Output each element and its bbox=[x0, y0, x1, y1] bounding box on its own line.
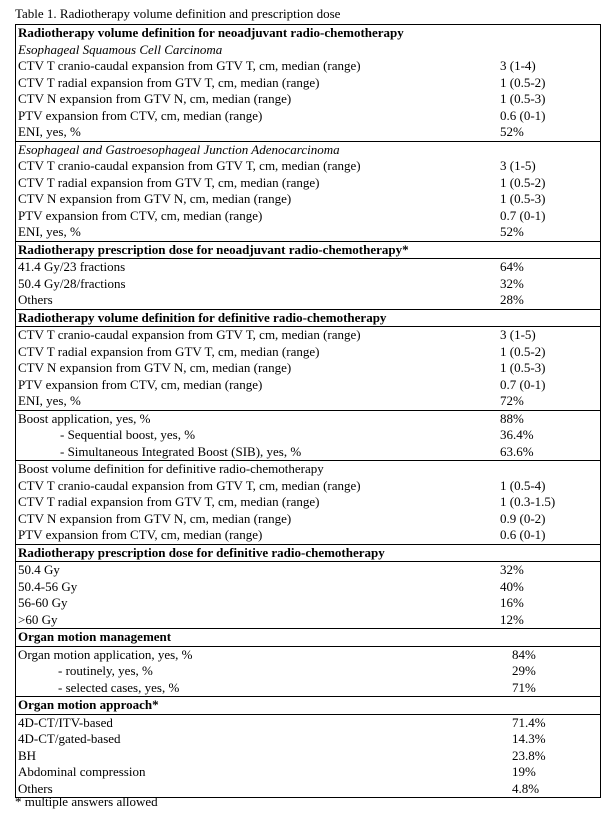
table-row bbox=[16, 411, 600, 428]
row-value: 1 (0.3-1.5) bbox=[500, 494, 556, 509]
row-value: 84% bbox=[512, 646, 536, 662]
row-value bbox=[500, 545, 600, 562]
table-row bbox=[16, 595, 600, 612]
row-value: 0.6 (0-1) bbox=[500, 107, 546, 123]
radiotherapy-table bbox=[15, 24, 601, 798]
table-section bbox=[16, 628, 600, 646]
row-value: 72% bbox=[500, 393, 524, 408]
table-row bbox=[16, 444, 600, 461]
row-value: 52% bbox=[500, 224, 524, 239]
table-row bbox=[16, 208, 600, 225]
row-label: 50.4 Gy bbox=[18, 562, 60, 577]
row-value: 23.8% bbox=[512, 747, 546, 763]
table-row bbox=[16, 175, 600, 192]
row-label: 50.4-56 Gy bbox=[18, 578, 78, 594]
row-label: Organ motion approach* bbox=[18, 697, 159, 712]
table-row bbox=[16, 191, 600, 208]
row-label: PTV expansion from CTV, cm, median (range) bbox=[18, 207, 263, 223]
row-value bbox=[500, 697, 600, 714]
row-label: Esophageal and Gastroesophageal Junction Adenocarcinoma bbox=[18, 141, 340, 157]
row-label: CTV T cranio-caudal expansion from GTV T, cm, median (range) bbox=[18, 158, 361, 173]
row-value: 16% bbox=[500, 595, 524, 610]
table-row bbox=[16, 327, 600, 344]
table-row bbox=[16, 124, 600, 141]
row-label: ENI, yes, % bbox=[18, 224, 81, 239]
row-value: 1 (0.5-3) bbox=[500, 191, 546, 206]
table-section bbox=[16, 326, 600, 410]
table-section bbox=[16, 410, 600, 461]
table-section bbox=[16, 714, 600, 798]
row-label: CTV T cranio-caudal expansion from GTV T, cm, median (range) bbox=[18, 327, 361, 342]
row-label: Boost volume definition for definitive radio-chemotherapy bbox=[18, 461, 324, 476]
table-row bbox=[16, 562, 600, 579]
row-value: 1 (0.5-2) bbox=[500, 74, 546, 90]
table-row bbox=[16, 42, 600, 59]
row-value: 19% bbox=[512, 764, 536, 779]
row-value: 71% bbox=[512, 679, 536, 695]
row-label: 56-60 Gy bbox=[18, 595, 68, 610]
row-label: - routinely, yes, % bbox=[58, 663, 153, 678]
table-row bbox=[16, 748, 600, 765]
row-label: Organ motion application, yes, % bbox=[18, 646, 193, 662]
row-value: 36.4% bbox=[500, 427, 534, 442]
table-row bbox=[16, 663, 600, 680]
row-value bbox=[500, 629, 600, 646]
row-label: Boost application, yes, % bbox=[18, 410, 151, 426]
row-label: CTV T radial expansion from GTV T, cm, median (range) bbox=[18, 74, 320, 90]
table-section bbox=[16, 309, 600, 327]
table-row bbox=[16, 344, 600, 361]
row-value: 12% bbox=[500, 611, 524, 627]
row-value: 0.6 (0-1) bbox=[500, 527, 546, 542]
row-label: Radiotherapy volume definition for neoadjuvant radio-chemotherapy bbox=[18, 25, 404, 40]
row-value bbox=[500, 310, 600, 327]
row-value: 40% bbox=[500, 578, 524, 594]
row-label: CTV T radial expansion from GTV T, cm, median (range) bbox=[18, 343, 320, 359]
row-value: 71.4% bbox=[512, 714, 546, 730]
row-value: 14.3% bbox=[512, 731, 546, 746]
table-row bbox=[16, 91, 600, 108]
row-label: ENI, yes, % bbox=[18, 124, 81, 139]
row-value: 28% bbox=[500, 292, 524, 307]
table-row bbox=[16, 224, 600, 241]
table-row bbox=[16, 647, 600, 664]
row-label: 4D-CT/ITV-based bbox=[18, 714, 113, 730]
row-label: PTV expansion from CTV, cm, median (range) bbox=[18, 376, 263, 392]
table-row bbox=[16, 715, 600, 732]
row-label: CTV N expansion from GTV N, cm, median (range) bbox=[18, 191, 292, 206]
table-row bbox=[16, 731, 600, 748]
table-row bbox=[16, 764, 600, 781]
row-value: 1 (0.5-4) bbox=[500, 477, 546, 493]
table-row bbox=[16, 579, 600, 596]
table-row bbox=[16, 629, 600, 646]
table-row bbox=[16, 545, 600, 562]
row-label: Radiotherapy volume definition for definitive radio-chemotherapy bbox=[18, 309, 387, 325]
table-row bbox=[16, 360, 600, 377]
row-value: 63.6% bbox=[500, 443, 534, 459]
row-label: Abdominal compression bbox=[18, 764, 146, 779]
table-row bbox=[16, 25, 600, 42]
row-value: 1 (0.5-2) bbox=[500, 343, 546, 359]
row-label: - Simultaneous Integrated Boost (SIB), yes, % bbox=[60, 443, 302, 459]
table-section bbox=[16, 696, 600, 714]
row-label: CTV T radial expansion from GTV T, cm, median (range) bbox=[18, 494, 320, 509]
table-row bbox=[16, 276, 600, 293]
row-label: Esophageal Squamous Cell Carcinoma bbox=[18, 41, 223, 57]
table-row bbox=[16, 612, 600, 629]
row-value: 1 (0.5-3) bbox=[500, 360, 546, 375]
table-row bbox=[16, 494, 600, 511]
table-section bbox=[16, 241, 600, 259]
row-label: Radiotherapy prescription dose for definitive radio-chemotherapy bbox=[18, 544, 385, 560]
row-value: 52% bbox=[500, 124, 524, 139]
row-label: CTV T cranio-caudal expansion from GTV T, cm, median (range) bbox=[18, 58, 361, 73]
row-label: BH bbox=[18, 747, 37, 763]
table-row bbox=[16, 697, 600, 714]
row-label: CTV N expansion from GTV N, cm, median (range) bbox=[18, 510, 292, 526]
row-label: Radiotherapy prescription dose for neoadjuvant radio-chemotherapy* bbox=[18, 241, 409, 257]
row-value: 0.7 (0-1) bbox=[500, 376, 546, 392]
table-section bbox=[16, 258, 600, 309]
row-value: 3 (1-5) bbox=[500, 327, 536, 342]
table-row bbox=[16, 158, 600, 175]
table-row bbox=[16, 142, 600, 159]
table-row bbox=[16, 310, 600, 327]
row-label: 41.4 Gy/23 fractions bbox=[18, 259, 126, 274]
table-section bbox=[16, 141, 600, 241]
table-row bbox=[16, 527, 600, 544]
table-row bbox=[16, 511, 600, 528]
table-row bbox=[16, 427, 600, 444]
table-section bbox=[16, 460, 600, 544]
table-section bbox=[16, 25, 600, 141]
row-value: 29% bbox=[512, 663, 536, 678]
row-value: 0.7 (0-1) bbox=[500, 207, 546, 223]
row-label: ENI, yes, % bbox=[18, 393, 81, 408]
row-label: CTV T radial expansion from GTV T, cm, median (range) bbox=[18, 174, 320, 190]
row-value: 32% bbox=[500, 275, 524, 291]
row-value: 0.9 (0-2) bbox=[500, 510, 546, 526]
row-value: 3 (1-5) bbox=[500, 158, 536, 173]
row-value: 1 (0.5-3) bbox=[500, 91, 546, 106]
row-label: Others bbox=[18, 292, 53, 307]
table-row bbox=[16, 108, 600, 125]
row-label: Organ motion management bbox=[18, 629, 172, 644]
row-value: 32% bbox=[500, 562, 524, 577]
row-label: PTV expansion from CTV, cm, median (range) bbox=[18, 107, 263, 123]
row-label: 50.4 Gy/28/fractions bbox=[18, 275, 126, 291]
row-label: CTV T cranio-caudal expansion from GTV T, cm, median (range) bbox=[18, 477, 361, 493]
table-row bbox=[16, 461, 600, 478]
row-label: CTV N expansion from GTV N, cm, median (range) bbox=[18, 360, 292, 375]
table-row bbox=[16, 478, 600, 495]
table-row bbox=[16, 259, 600, 276]
row-value bbox=[500, 142, 600, 159]
row-value bbox=[500, 242, 600, 259]
row-value: 1 (0.5-2) bbox=[500, 174, 546, 190]
table-footnote: * multiple answers allowed bbox=[15, 794, 158, 809]
table-row bbox=[16, 292, 600, 309]
table-row bbox=[16, 242, 600, 259]
table-row bbox=[16, 58, 600, 75]
table-row bbox=[16, 75, 600, 92]
row-label: PTV expansion from CTV, cm, median (range) bbox=[18, 527, 263, 542]
row-label: 4D-CT/gated-based bbox=[18, 731, 121, 746]
row-value: 88% bbox=[500, 410, 524, 426]
table-row bbox=[16, 393, 600, 410]
row-label: - selected cases, yes, % bbox=[58, 679, 180, 695]
row-value bbox=[500, 461, 600, 478]
table-row bbox=[16, 680, 600, 697]
table-section bbox=[16, 544, 600, 562]
table-caption: Table 1. Radiotherapy volume definition and prescription dose bbox=[15, 6, 341, 21]
row-value bbox=[500, 42, 600, 59]
row-label: - Sequential boost, yes, % bbox=[60, 427, 196, 442]
row-label: Others bbox=[18, 780, 53, 796]
row-value: 4.8% bbox=[512, 780, 540, 796]
row-value: 3 (1-4) bbox=[500, 58, 536, 73]
table-row bbox=[16, 377, 600, 394]
row-label: CTV N expansion from GTV N, cm, median (range) bbox=[18, 91, 292, 106]
row-value: 64% bbox=[500, 259, 524, 274]
table-section bbox=[16, 561, 600, 628]
row-value bbox=[500, 25, 600, 42]
row-label: >60 Gy bbox=[18, 611, 58, 627]
table-section bbox=[16, 646, 600, 697]
